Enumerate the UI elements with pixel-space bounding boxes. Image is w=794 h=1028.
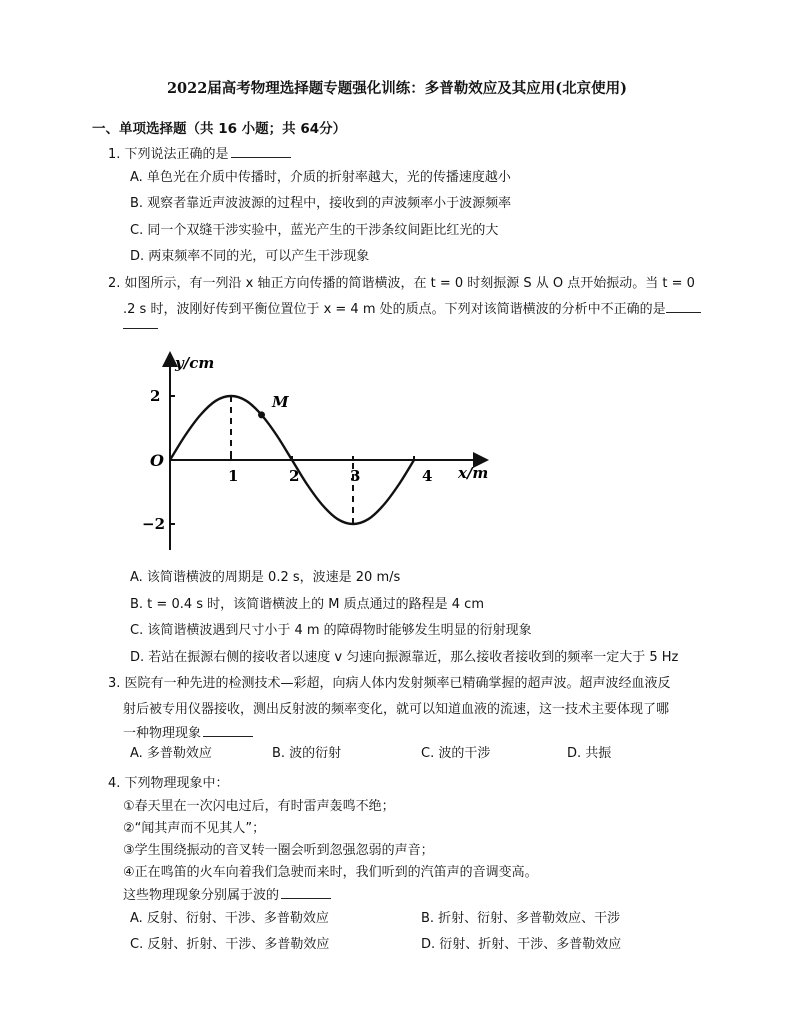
q1-option-b: B. 观察者靠近声波波源的过程中，接收到的声波频率小于波源频率 [130, 196, 512, 211]
y-tick-label-neg2: −2 [142, 515, 166, 533]
q4-ask [123, 884, 331, 903]
wave-graph [140, 345, 500, 560]
q4-item-1: ①春天里在一次闪电过后，有时雷声轰鸣不绝； [123, 799, 395, 814]
section-heading: 一、单项选择题（共 16 小题；共 64分） [92, 121, 347, 137]
q2-answer-blank-cont [123, 316, 158, 333]
q2-stem-line2 [123, 298, 701, 317]
y-axis-label: y/cm [175, 354, 215, 372]
q4-ask-text: 这些物理现象分别属于波的 [123, 888, 280, 903]
x-tick-label-3: 3 [350, 467, 361, 485]
q3-option-d: D. 共振 [567, 746, 612, 761]
q1-answer-blank [231, 145, 291, 158]
q3-answer-blank [203, 724, 253, 737]
q2-option-d: D. 若站在振源右侧的接收者以速度 v 匀速向振源靠近，那么接收者接收到的频率一定大于 5 Hz [130, 650, 679, 665]
q4-stem: 4. 下列物理现象中： [108, 776, 229, 791]
q2-stem-line2-text: .2 s 时，波刚好传到平衡位置位于 x = 4 m 处的质点。下列对该简谐横波的分析中不正确的是 [123, 302, 666, 317]
q2-answer-blank [666, 300, 701, 313]
q1-stem-text: 1. 下列说法正确的是 [108, 147, 229, 162]
q4-option-c: C. 反射、折射、干涉、多普勒效应 [130, 937, 330, 952]
q2-option-c: C. 该简谐横波遇到尺寸小于 4 m 的障碍物时能够发生明显的衍射现象 [130, 623, 532, 638]
origin-label: O [150, 451, 164, 470]
q1-stem [108, 143, 291, 162]
q3-option-b: B. 波的衍射 [272, 746, 342, 761]
q1-option-d: D. 两束频率不同的光，可以产生干涉现象 [130, 249, 370, 264]
q3-option-a: A. 多普勒效应 [130, 746, 212, 761]
q3-stem-line1: 3. 医院有一种先进的检测技术—彩超，向病人体内发射频率已精确掌握的超声波。超声波经血液反 [108, 676, 671, 691]
q1-option-a: A. 单色光在介质中传播时，介质的折射率越大，光的传播速度越小 [130, 170, 511, 185]
q4-item-2: ②“闻其声而不见其人”； [123, 821, 266, 836]
q2-option-b: B. t = 0.4 s 时，该简谐横波上的 M 质点通过的路程是 4 cm [130, 597, 484, 612]
q4-option-b: B. 折射、衍射、多普勒效应、干涉 [421, 911, 621, 926]
q4-item-3: ③学生围绕振动的音叉转一圈会听到忽强忽弱的声音； [123, 843, 434, 858]
x-axis-label: x/m [458, 464, 489, 482]
q4-option-a: A. 反射、衍射、干涉、多普勒效应 [130, 911, 329, 926]
q1-option-c: C. 同一个双缝干涉实验中，蓝光产生的干涉条纹间距比红光的大 [130, 223, 499, 238]
y-tick-label-2: 2 [150, 387, 161, 405]
x-tick-label-1: 1 [228, 467, 239, 485]
q3-stem-line2: 射后被专用仪器接收，测出反射波的频率变化，就可以知道血液的流速，这一技术主要体现了哪 [123, 702, 670, 717]
point-m [258, 411, 265, 418]
q3-option-c: C. 波的干涉 [421, 746, 491, 761]
q4-answer-blank [281, 886, 331, 899]
x-tick-label-4: 4 [422, 467, 433, 485]
q2-stem-line1: 2. 如图所示，有一列沿 x 轴正方向传播的简谐横波，在 t = 0 时刻振源 S 从 O 点开始振动。当 t = 0 [108, 276, 695, 291]
q4-option-d: D. 衍射、折射、干涉、多普勒效应 [421, 937, 622, 952]
q3-stem-line3 [123, 722, 253, 741]
q3-stem-line3-text: 一种物理现象 [123, 726, 202, 741]
q2-answer-blank-part2 [123, 316, 158, 329]
point-m-label: M [272, 393, 289, 411]
q4-item-4: ④正在鸣笛的火车向着我们急驶而来时，我们听到的汽笛声的音调变高。 [123, 865, 538, 880]
q2-option-a: A. 该简谐横波的周期是 0.2 s，波速是 20 m/s [130, 570, 401, 585]
x-tick-label-2: 2 [289, 467, 300, 485]
document-title: 2022届高考物理选择题专题强化训练：多普勒效应及其应用(北京使用) [166, 80, 628, 97]
